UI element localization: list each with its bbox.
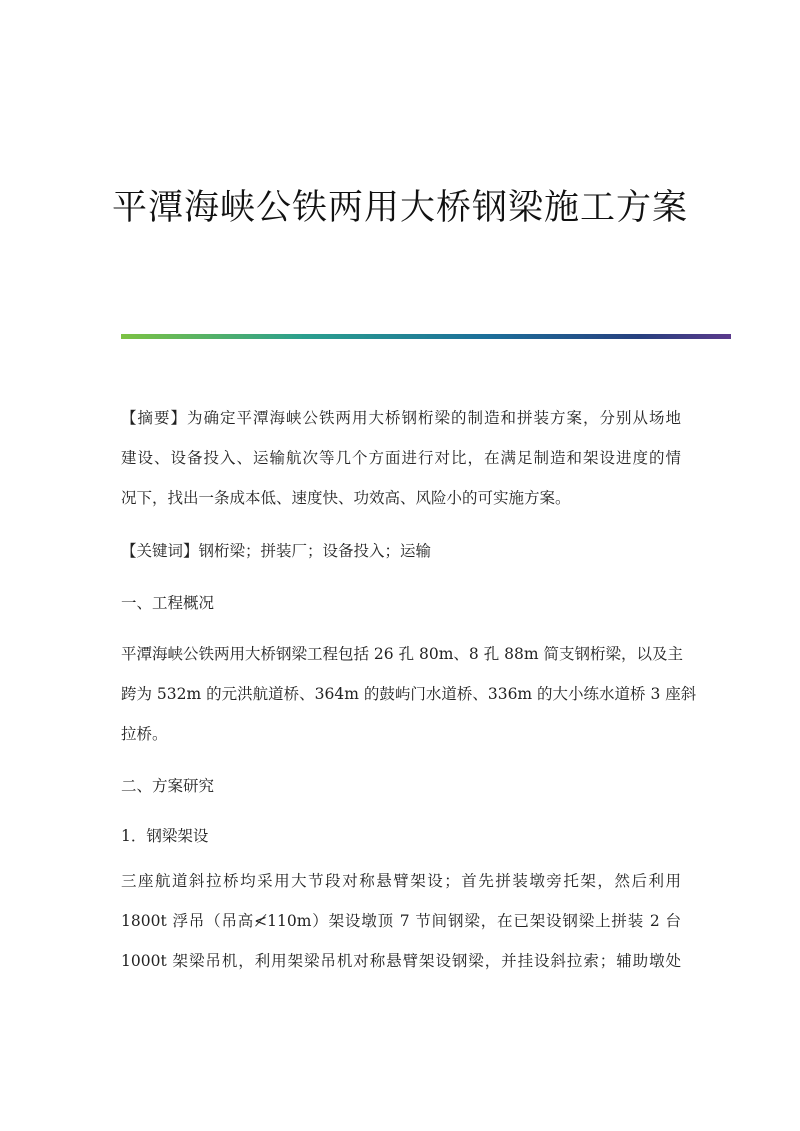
subsection1-line: 1800t 浮吊（吊高≮110m）架设墩顶 7 节间钢梁，在已架设钢梁上拼装 2 台 [121,912,681,930]
subsection1-line: 三座航道斜拉桥均采用大节段对称悬臂架设；首先拼装墩旁托架，然后利用 [121,872,681,890]
abstract-line: 况下，找出一条成本低、速度快、功效高、风险小的可实施方案。 [121,489,571,507]
subsection-heading [121,816,681,856]
abstract-paragraph [121,398,681,518]
section1-paragraph [121,634,697,754]
abstract-line: 建设、设备投入、运输航次等几个方面进行对比，在满足制造和架设进度的情 [121,449,681,467]
title-divider [121,334,731,339]
abstract-line: 【摘要】为确定平潭海峡公铁两用大桥钢桁梁的制造和拼装方案，分别从场地 [121,409,681,427]
section1-heading: 一、工程概况 [121,594,215,612]
keywords-line: 【关键词】钢桁梁；拼装厂；设备投入；运输 [121,542,432,560]
keywords-paragraph [121,531,681,571]
section-heading [121,583,681,623]
subsection1-paragraph [121,861,681,981]
subsection1-line: 1000t 架梁吊机，利用架梁吊机对称悬臂架设钢梁，并挂设斜拉索；辅助墩处 [121,952,681,970]
section1-line: 跨为 532m 的元洪航道桥、364m 的鼓屿门水道桥、336m 的大小练水道桥 3 座斜 [121,685,697,703]
section2-heading: 二、方案研究 [121,777,215,795]
section1-line: 拉桥。 [121,725,168,743]
section-heading [121,766,681,806]
document-title: 平潭海峡公铁两用大桥钢梁施工方案 [111,188,688,228]
section1-line: 平潭海峡公铁两用大桥钢梁工程包括 26 孔 80m、8 孔 88m 简支钢桁梁，以及主 [121,645,683,663]
subsection1-heading: 1．钢梁架设 [121,827,209,845]
